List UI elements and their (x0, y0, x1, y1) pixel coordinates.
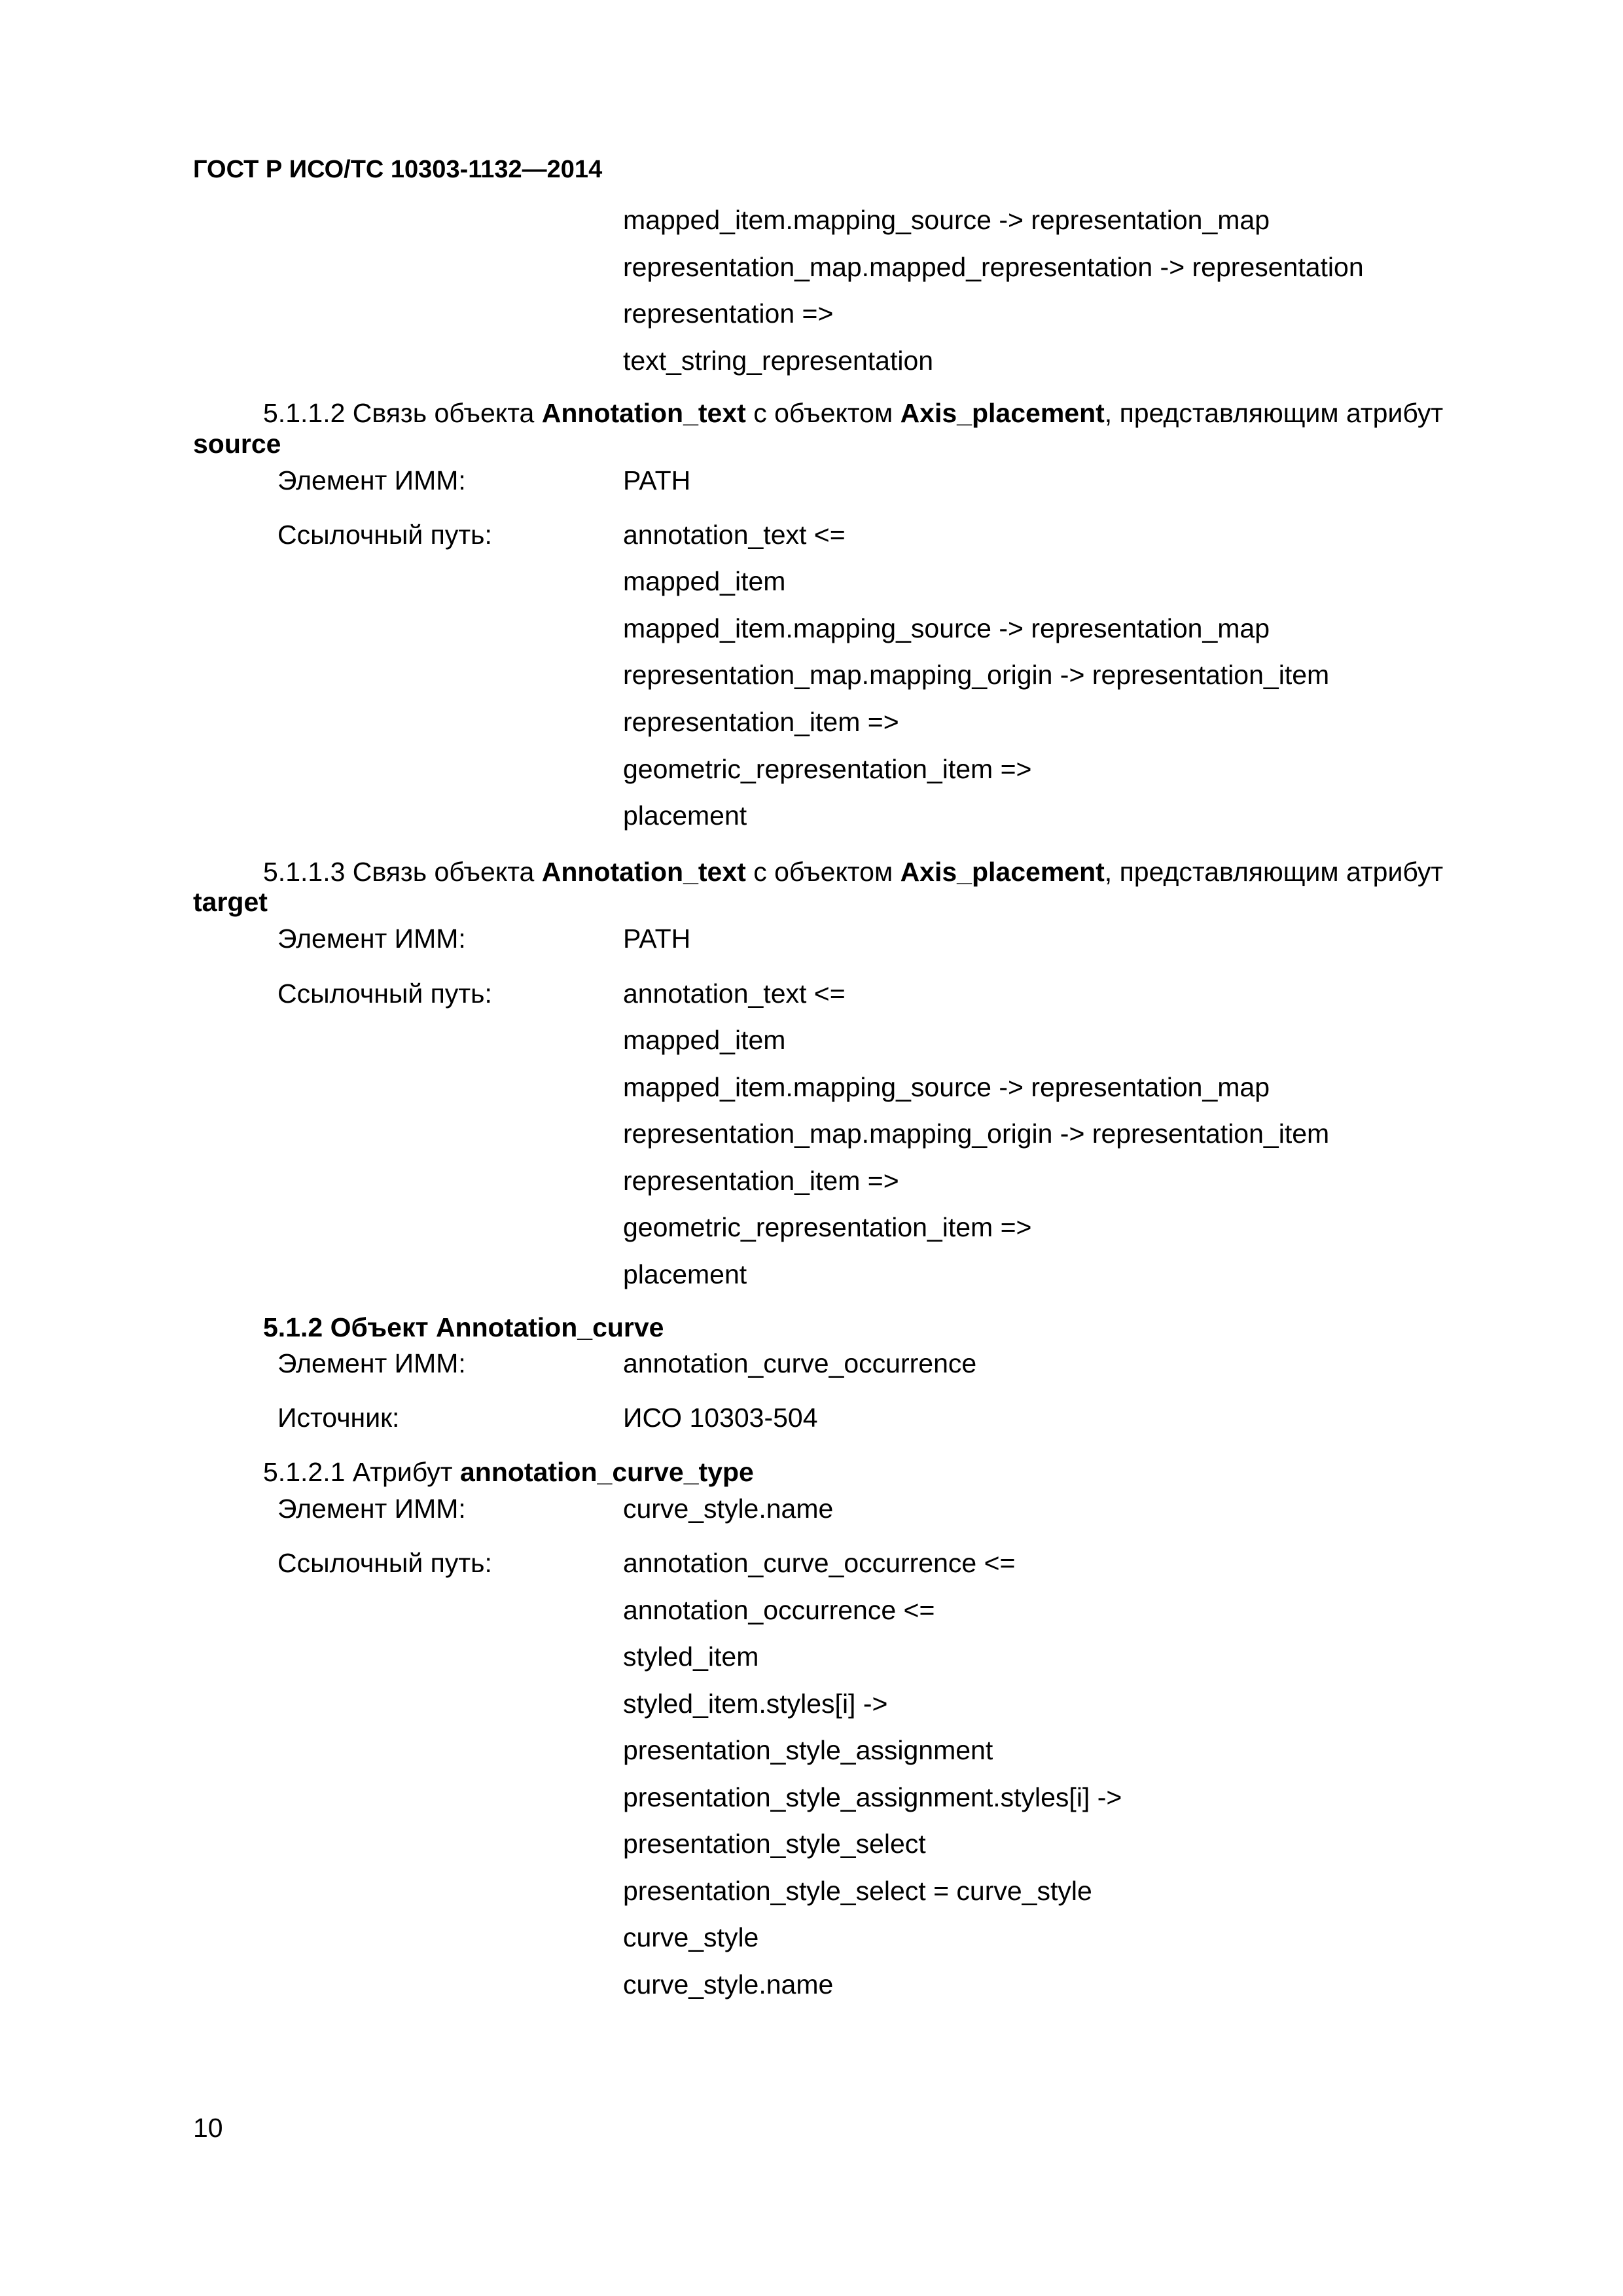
aim-element-value: PATH (623, 465, 691, 495)
attribute-name: annotation_curve_type (460, 1457, 754, 1487)
entity-name: Axis_placement (900, 857, 1105, 887)
path-line: annotation_text <= (623, 520, 846, 550)
path-line: representation => (623, 298, 834, 329)
path-line: geometric_representation_item => (623, 1212, 1032, 1242)
path-line: styled_item.styles[i] -> (623, 1689, 888, 1719)
path-line: representation_map.mapping_origin -> representation_item (623, 660, 1330, 690)
clause-5112-title: 5.1.1.2 Связь объекта Annotation_text с объектом Axis_placement, представляющим атрибут (263, 398, 1444, 428)
path-line: annotation_occurrence <= (623, 1595, 935, 1625)
aim-element-label: Элемент ИММ: (277, 924, 466, 954)
path-line: representation_item => (623, 1166, 899, 1196)
path-line: placement (623, 800, 747, 831)
aim-element-value: annotation_curve_occurrence (623, 1348, 977, 1378)
clause-5113-title: 5.1.1.3 Связь объекта Annotation_text с объектом Axis_placement, представляющим атрибут (263, 857, 1444, 887)
entity-name: Annotation_text (541, 398, 746, 428)
path-line: curve_style.name (623, 1969, 834, 2000)
path-line: mapped_item (623, 566, 786, 596)
path-line: placement (623, 1259, 747, 1289)
aim-element-label: Элемент ИММ: (277, 1348, 466, 1378)
path-line: text_string_representation (623, 346, 934, 376)
path-line: representation_map.mapped_representation -> representation (623, 252, 1364, 282)
document-header: ГОСТ Р ИСО/ТС 10303-1132—2014 (193, 156, 603, 183)
path-line: mapped_item (623, 1025, 786, 1055)
path-line: annotation_curve_occurrence <= (623, 1548, 1016, 1578)
path-line: curve_style (623, 1922, 759, 1952)
path-line: presentation_style_assignment.styles[i] -> (623, 1782, 1122, 1812)
entity-name: Annotation_text (541, 857, 746, 887)
reference-path-label: Ссылочный путь: (277, 520, 492, 550)
aim-element-value: curve_style.name (623, 1494, 834, 1524)
aim-element-label: Элемент ИММ: (277, 1494, 466, 1524)
path-line: presentation_style_select (623, 1829, 926, 1859)
path-line: styled_item (623, 1641, 759, 1672)
path-line: representation_map.mapping_origin -> representation_item (623, 1119, 1330, 1149)
clause-5121-title: 5.1.2.1 Атрибут annotation_curve_type (263, 1457, 754, 1487)
aim-element-value: PATH (623, 924, 691, 954)
path-line: presentation_style_assignment (623, 1735, 993, 1765)
path-line: mapped_item.mapping_source -> representation_map (623, 613, 1270, 643)
path-line: geometric_representation_item => (623, 754, 1032, 784)
aim-element-label: Элемент ИММ: (277, 465, 466, 495)
path-line: representation_item => (623, 707, 899, 737)
source-value: ИСО 10303-504 (623, 1403, 818, 1433)
source-label: Источник: (277, 1403, 400, 1433)
attribute-name: target (193, 887, 268, 917)
path-line: mapped_item.mapping_source -> representation_map (623, 205, 1270, 235)
reference-path-label: Ссылочный путь: (277, 978, 492, 1009)
page-number: 10 (193, 2113, 223, 2143)
attribute-name: source (193, 429, 281, 459)
section-heading: 5.1.2 Объект Annotation_curve (263, 1312, 664, 1342)
reference-path-label: Ссылочный путь: (277, 1548, 492, 1578)
path-line: annotation_text <= (623, 978, 846, 1009)
path-line: mapped_item.mapping_source -> representation_map (623, 1072, 1270, 1102)
path-line: presentation_style_select = curve_style (623, 1876, 1092, 1906)
entity-name: Axis_placement (900, 398, 1105, 428)
